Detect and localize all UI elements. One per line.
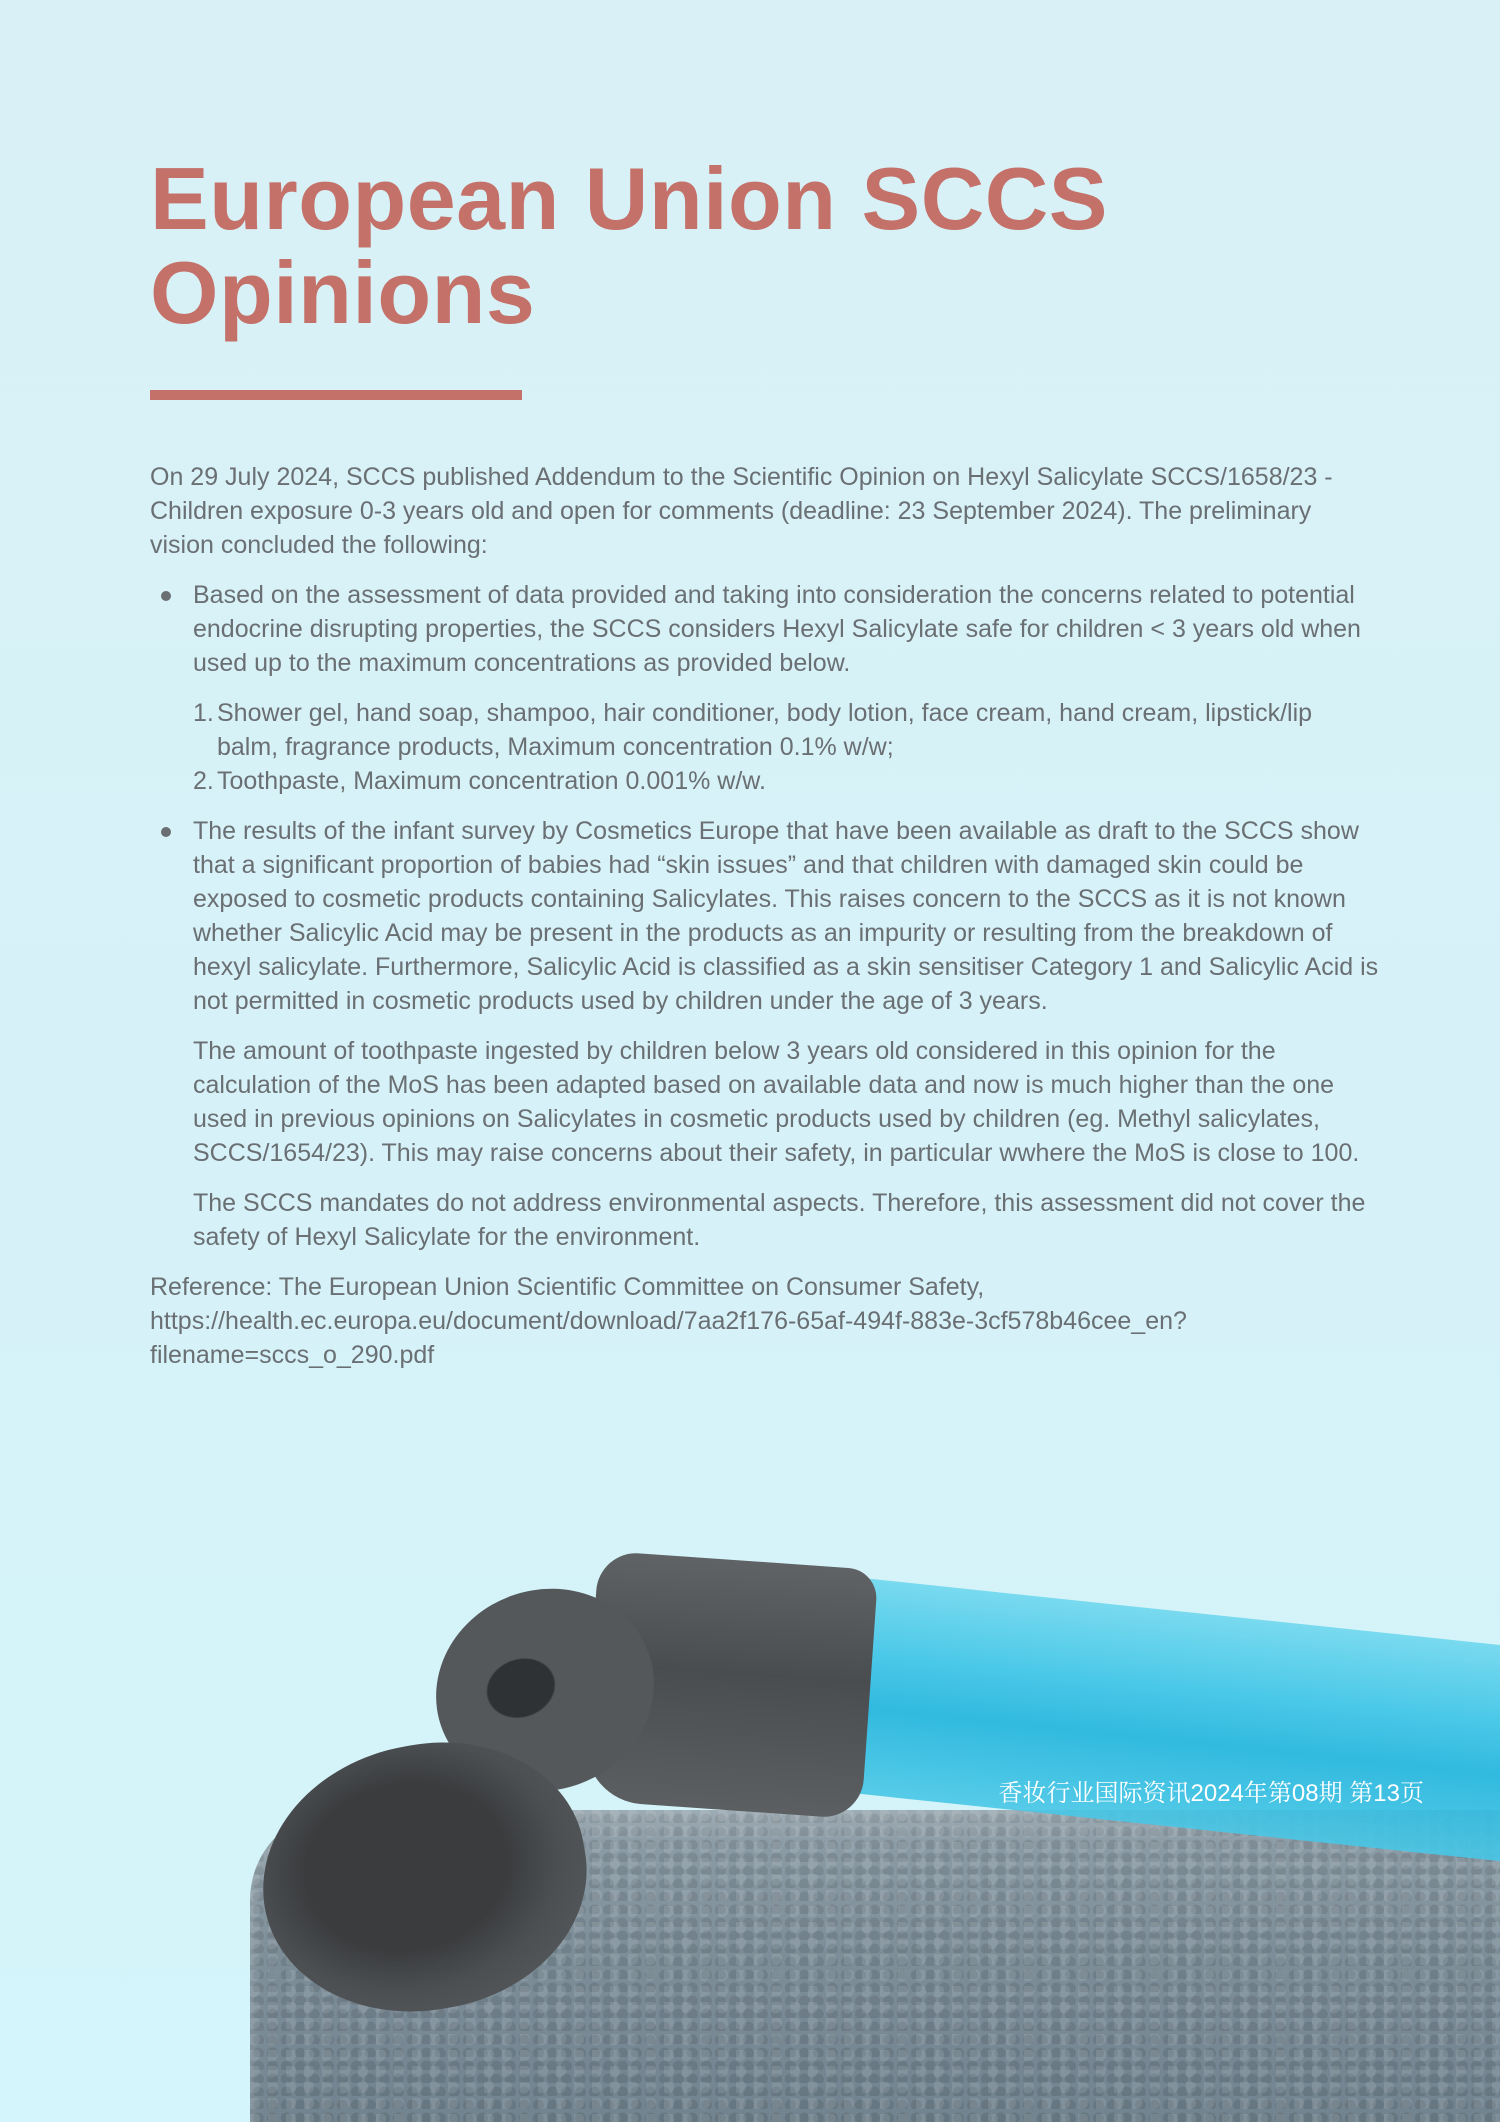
- bullet-list: [150, 578, 1380, 1254]
- numbered-list: [193, 696, 1380, 798]
- item-text: Shower gel, hand soap, shampoo, hair conditioner, body lotion, face cream, hand cream, lipstick/lip balm, fragrance products, Maximum concentration 0.1% w/w;: [217, 699, 1313, 761]
- reference-url-cont[interactable]: filename=sccs_o_290.pdf: [150, 1341, 435, 1369]
- numbered-item: [193, 696, 1380, 764]
- bullet-dot: [161, 827, 171, 837]
- item-text: Toothpaste, Maximum concentration 0.001% w/w.: [217, 767, 766, 795]
- bullet-dot: [161, 591, 171, 601]
- page-title: European Union SCCS Opinions: [150, 149, 1108, 342]
- article-body: [150, 460, 1380, 1372]
- item-number: 1.: [193, 699, 214, 727]
- reference: [150, 1270, 1380, 1372]
- intro-paragraph: On 29 July 2024, SCCS published Addendum to the Scientific Opinion on Hexyl Salicylate SCCS/1658/23 - Children exposure 0-3 years old and open for comments (deadline: 23 September 2024). The preliminary vision concluded the following:: [150, 463, 1333, 559]
- bullet-item: [150, 814, 1380, 1254]
- item-number: 2.: [193, 767, 214, 795]
- bullet-paragraph: The SCCS mandates do not address environmental aspects. Therefore, this assessment did not cover the safety of Hexyl Salicylate for the environment.: [193, 1189, 1366, 1251]
- reference-url[interactable]: https://health.ec.europa.eu/document/download/7aa2f176-65af-494f-883e-3cf578b46cee_en?: [150, 1307, 1187, 1335]
- bullet-item: [150, 578, 1380, 798]
- bullet-text: The results of the infant survey by Cosmetics Europe that have been available as draft to the SCCS show that a significant proportion of babies had “skin issues” and that children with damaged skin could be exposed to cosmetic products containing Salicylates. This raises concern to the SCCS as it is not known whether Salicylic Acid may be present in the products as an impurity or resulting from the breakdown of hexyl salicylate. Furthermore, Salicylic Acid is classified as a skin sensitiser Category 1 and Salicylic Acid is not permitted in cosmetic products used by children under the age of 3 years.: [193, 817, 1379, 1015]
- bullet-text: Based on the assessment of data provided and taking into consideration the concerns related to potential endocrine disrupting properties, the SCCS considers Hexyl Salicylate safe for children < 3 years old when used up to the maximum concentrations as provided below.: [193, 581, 1361, 677]
- title-underline: [150, 390, 522, 400]
- bullet-paragraph: The amount of toothpaste ingested by children below 3 years old considered in this opinion for the calculation of the MoS has been adapted based on available data and now is much higher than the one used in previous opinions on Salicylates in cosmetic products used by children (eg. Methyl salicylates, SCCS/1654/23). This may raise concerns about their safety, in particular wwhere the MoS is close to 100.: [193, 1037, 1360, 1167]
- reference-label: Reference: The European Union Scientific Committee on Consumer Safety,: [150, 1273, 985, 1301]
- page-footer: 香妆行业国际资讯2024年第08期 第13页: [998, 1780, 1424, 1807]
- numbered-item: [193, 764, 1380, 798]
